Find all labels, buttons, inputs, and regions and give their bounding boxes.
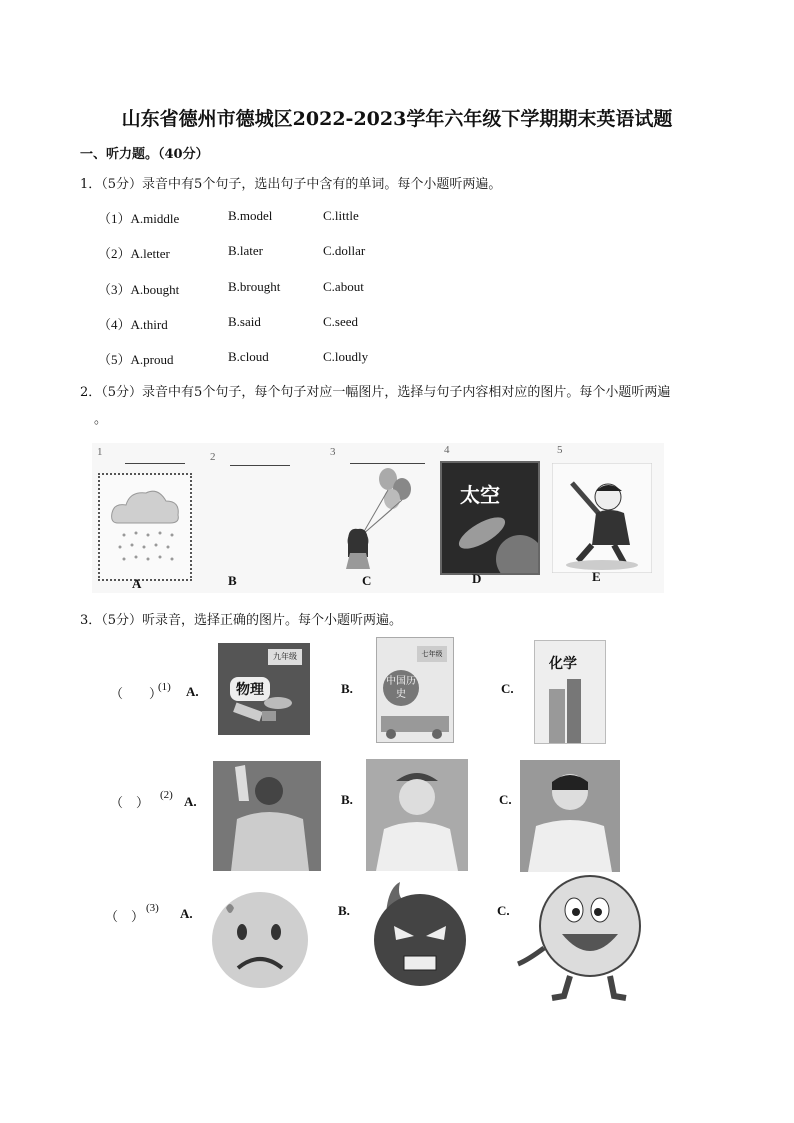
q2-stem-end: 。 xyxy=(94,412,108,427)
q2-picture-strip xyxy=(92,443,664,593)
q1-row5-c: C.loudly xyxy=(323,349,369,364)
q1-row1-b: B.model xyxy=(228,208,273,223)
q3-row1-a: A. xyxy=(186,684,199,699)
building-icon xyxy=(535,675,605,743)
q2-blank-num-1: 1 xyxy=(97,446,103,458)
q2-blank-num-2: 2 xyxy=(210,451,216,463)
q1-row2-a: （2）A.letter xyxy=(98,246,170,261)
q1-row1-a: （1）A.middle xyxy=(98,211,180,226)
chemistry-book-cover xyxy=(534,640,606,744)
space-book-cover xyxy=(440,461,540,575)
q3-row1-num: (1) xyxy=(158,681,171,693)
astronaut-portrait-photo xyxy=(366,759,468,871)
q2-label-a: A xyxy=(132,576,142,591)
galaxy-icon xyxy=(442,463,538,573)
physics-book-cover xyxy=(218,643,310,735)
q1-row3-b: B.brought xyxy=(228,279,281,294)
q3-row2-c: C. xyxy=(499,792,512,807)
happy-face-icon xyxy=(514,868,654,1008)
q2-blank-num-4: 4 xyxy=(444,444,450,456)
q1-row5-a: （5）A.proud xyxy=(98,352,174,367)
q2-stem: 2．（5分）录音中有5个句子，每个句子对应一幅图片，选择与句子内容相对应的图片。每个小题听两遍 xyxy=(80,385,671,400)
page-title: 山东省德州市德城区2022-2023学年六年级下学期期末英语试题 xyxy=(121,108,673,130)
q1-row2-c: C.dollar xyxy=(323,243,366,258)
satellite-icon xyxy=(218,697,310,735)
rain-cloud-icon xyxy=(100,475,190,579)
q3-stem: 3．（5分）听录音，选择正确的图片。每个小题听两遍。 xyxy=(80,613,403,628)
q2-blank-num-3: 3 xyxy=(330,446,336,458)
q1-row5-b: B.cloud xyxy=(228,349,269,364)
q2-label-c: C xyxy=(362,573,372,588)
q1-row3-c: C.about xyxy=(323,279,364,294)
terracotta-horses-icon xyxy=(377,708,453,742)
sad-face-icon xyxy=(208,888,312,992)
female-astronaut-photo xyxy=(520,760,620,872)
q3-row2-num: (2) xyxy=(160,789,173,801)
history-book-cover xyxy=(376,637,454,743)
q1-row4-c: C.seed xyxy=(323,314,359,329)
q3-row3-paren[interactable]: （ ） xyxy=(105,909,145,924)
q3-row3-num: (3) xyxy=(146,902,159,914)
q3-row3-a: A. xyxy=(180,906,193,921)
history-book-grade: 七年级 xyxy=(417,646,447,662)
q3-row1-paren[interactable]: （ ） xyxy=(110,686,163,701)
q1-stem: 1．（5分）录音中有5个句子，选出句子中含有的单词。每个小题听两遍。 xyxy=(80,177,502,192)
rain-cloud-picture xyxy=(98,473,192,581)
space-book-title: 太空 xyxy=(460,483,500,507)
chemistry-book-title: 化学 xyxy=(549,656,577,672)
q2-label-b: B xyxy=(228,573,237,588)
girl-with-balloons-icon xyxy=(332,465,422,573)
q1-row4-b: B.said xyxy=(228,314,261,329)
q2-label-d: D xyxy=(472,571,482,586)
q2-blank-1 xyxy=(125,463,185,464)
q3-row3-c: C. xyxy=(497,903,510,918)
q2-blank-num-5: 5 xyxy=(557,444,563,456)
q2-blank-3 xyxy=(350,463,425,464)
q1-row2-b: B.later xyxy=(228,243,264,258)
history-book-title: 中国历史 xyxy=(383,670,419,706)
q2-label-e: E xyxy=(592,569,601,584)
astronaut-waving-photo xyxy=(213,761,321,871)
angry-face-icon xyxy=(366,878,474,990)
baseball-player-icon xyxy=(552,463,652,573)
q1-row4-a: （4）A.third xyxy=(98,317,168,332)
q1-row1-c: C.little xyxy=(323,208,359,223)
q3-row2-b: B. xyxy=(341,792,353,807)
physics-book-grade: 九年级 xyxy=(268,649,302,665)
q2-blank-2 xyxy=(230,465,290,466)
q3-row2-paren[interactable]: （ ） xyxy=(110,795,150,810)
q1-row3-a: （3）A.bought xyxy=(98,282,180,297)
q3-row1-b: B. xyxy=(341,681,353,696)
q3-row1-c: C. xyxy=(501,681,514,696)
physics-book-title: 物理 xyxy=(230,677,270,701)
section-heading: 一、听力题。（40分） xyxy=(80,147,209,162)
q3-row2-a: A. xyxy=(184,794,197,809)
q3-row3-b: B. xyxy=(338,903,350,918)
